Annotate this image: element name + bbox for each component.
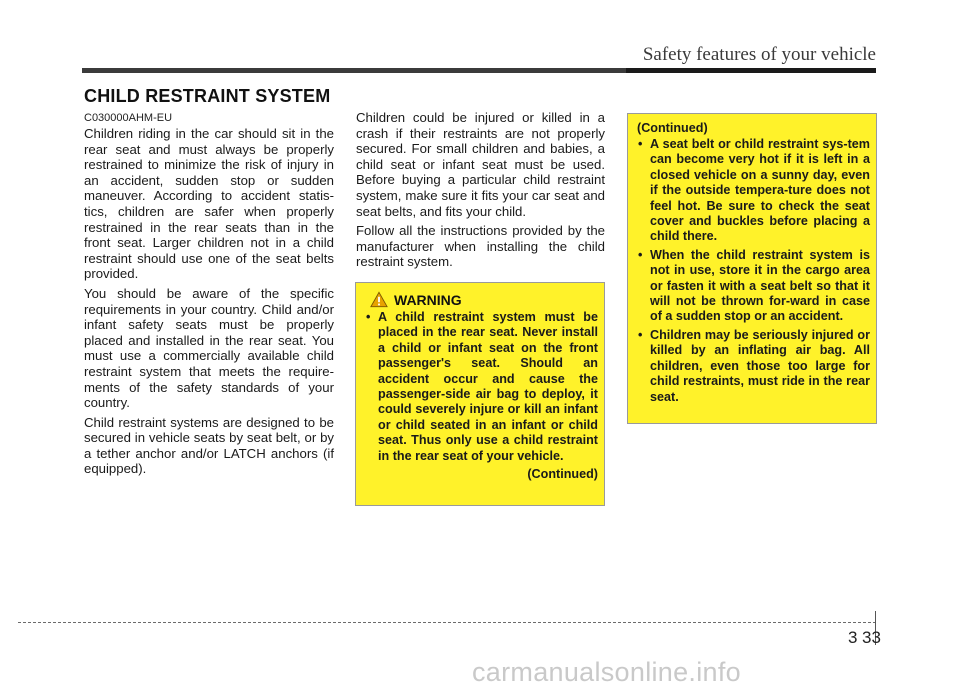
- page-header-title: Safety features of your vehicle: [642, 44, 876, 65]
- warning-item: • Children may be seriously injured or killed by an inflating air bag. All children, even those too large for child restraints, must ride in the rear seat.: [636, 328, 870, 405]
- continued-warning-list: [636, 137, 870, 405]
- warning-title: WARNING: [394, 291, 462, 308]
- section-code: C030000AHM-EU: [84, 112, 173, 124]
- paragraph: Child restraint systems are designed to be secured in vehicle seats by seat belt, or by a tether anchor and/or LATCH anchors (if equipped).: [84, 414, 334, 477]
- continued-heading: (Continued): [637, 121, 708, 135]
- warning-triangle-icon: [370, 291, 388, 308]
- paragraph: You should be aware of the specific requirements in your country. Child and/or infant safety seats must be properly placed and installed in the rear seat. You must use a commercially available child restraint system that meets the require-ments of the safety standards of your country.: [84, 285, 334, 411]
- warning-list: [364, 310, 598, 464]
- page-number: 33: [862, 628, 881, 647]
- warning-item: • A child restraint system must be placed in the rear seat. Never install a child or infant seat on the front passenger's seat. Should an accident occur and cause the passenger-side air bag to deploy, it could severely injure or kill an infant or child seated in an infant or child seat. Thus only use a child restraint in the rear seat of your vehicle.: [364, 310, 598, 464]
- chapter-number: 3: [848, 628, 858, 647]
- watermark: carmanualsonline.info: [472, 657, 741, 687]
- left-column: [84, 126, 334, 481]
- warning-box: [355, 282, 605, 506]
- section-title: CHILD RESTRAINT SYSTEM: [84, 86, 331, 106]
- warning-item: • When the child restraint system is not in use, store it in the cargo area or fasten it with a seat belt so that it will not be thrown for-ward in case of a sudden stop or an accident.: [636, 248, 870, 325]
- paragraph: Children could be injured or killed in a crash if their restraints are not properly secured. For small children and babies, a child seat or infant seat must be used. Before buying a particular child restraint system, make sure it fits your car seat and seat belts, and fits your child.: [356, 110, 605, 219]
- middle-column: [356, 110, 605, 274]
- warning-item: • A seat belt or child restraint sys-tem can become very hot if it is left in a closed vehicle on a sunny day, even if the outside tempera-ture does not feel hot. Be sure to check the seat cover and buckles before placing a child there.: [636, 137, 870, 245]
- warning-header: [370, 291, 598, 308]
- footer-rule: [18, 622, 876, 623]
- paragraph: Children riding in the car should sit in the rear seat and must always be properly restrained to minimize the risk of injury in an accident, sudden stop or sudden maneuver. According to accident statis-tics, children are safer when properly restrained in the rear seats than in the front seat. Larger children not in a child restraint should use one of the seat belts provided.: [84, 126, 334, 282]
- header-rule: [82, 68, 876, 73]
- warning-continued-label: (Continued): [527, 467, 598, 482]
- paragraph: Follow all the instructions provided by the manufacturer when installing the child restraint system.: [356, 223, 605, 270]
- continued-warning-box: [627, 113, 877, 424]
